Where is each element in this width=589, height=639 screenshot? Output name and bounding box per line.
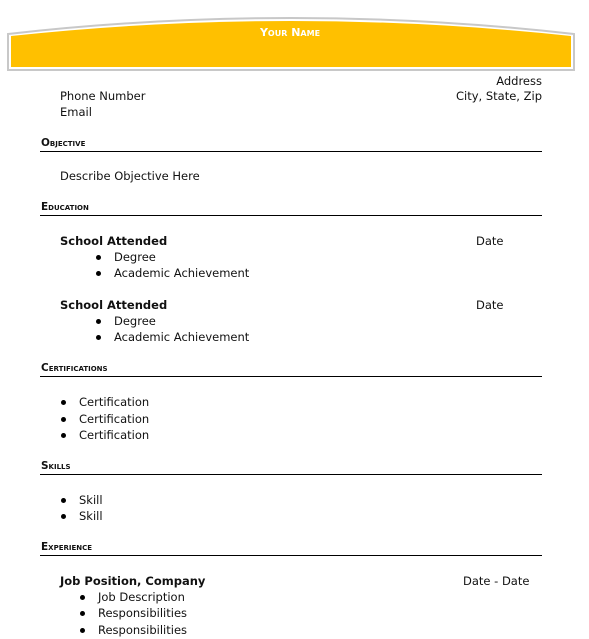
- bullet-icon: [61, 514, 66, 519]
- skills-heading: Skills: [41, 460, 71, 472]
- certification-item: Certification: [79, 395, 150, 409]
- job-dates: Date - Date: [463, 574, 530, 588]
- banner-shape: [6, 6, 576, 72]
- your-name-heading: Your Name: [259, 26, 321, 39]
- bullet-icon: [61, 498, 66, 503]
- certification-item: Certification: [79, 412, 150, 426]
- bullet-icon: [80, 628, 85, 633]
- bullet-icon: [61, 417, 66, 422]
- skill-item: Skill: [79, 493, 103, 507]
- achievement-item: Academic Achievement: [114, 330, 250, 344]
- bullet-icon: [96, 255, 101, 260]
- skill-item: Skill: [79, 509, 103, 523]
- experience-heading: Experience: [41, 541, 93, 553]
- email: Email: [60, 105, 92, 119]
- objective-text: Describe Objective Here: [60, 169, 200, 183]
- phone-number: Phone Number: [60, 89, 146, 103]
- bullet-icon: [96, 319, 101, 324]
- education-divider: [40, 215, 542, 216]
- degree-item: Degree: [114, 250, 156, 264]
- experience-divider: [40, 555, 542, 556]
- school-date: Date: [476, 298, 504, 312]
- objective-heading: Objective: [41, 137, 86, 149]
- certification-item: Certification: [79, 428, 150, 442]
- certifications-heading: Certifications: [41, 362, 108, 374]
- bullet-icon: [61, 400, 66, 405]
- skills-divider: [40, 474, 542, 475]
- school-name: School Attended: [60, 234, 168, 248]
- school-name: School Attended: [60, 298, 168, 312]
- certifications-divider: [40, 376, 542, 377]
- name-banner: [6, 6, 576, 72]
- job-position: Job Position, Company: [60, 574, 206, 588]
- job-description-item: Job Description: [98, 590, 185, 604]
- bullet-icon: [80, 595, 85, 600]
- responsibility-item: Responsibilities: [98, 606, 188, 620]
- achievement-item: Academic Achievement: [114, 266, 250, 280]
- bullet-icon: [80, 611, 85, 616]
- objective-divider: [40, 151, 542, 152]
- school-date: Date: [476, 234, 504, 248]
- education-heading: Education: [41, 201, 89, 213]
- bullet-icon: [96, 271, 101, 276]
- city-state-zip: City, State, Zip: [456, 89, 542, 103]
- bullet-icon: [61, 433, 66, 438]
- responsibility-item: Responsibilities: [98, 623, 188, 637]
- bullet-icon: [96, 335, 101, 340]
- address: Address: [496, 74, 542, 88]
- degree-item: Degree: [114, 314, 156, 328]
